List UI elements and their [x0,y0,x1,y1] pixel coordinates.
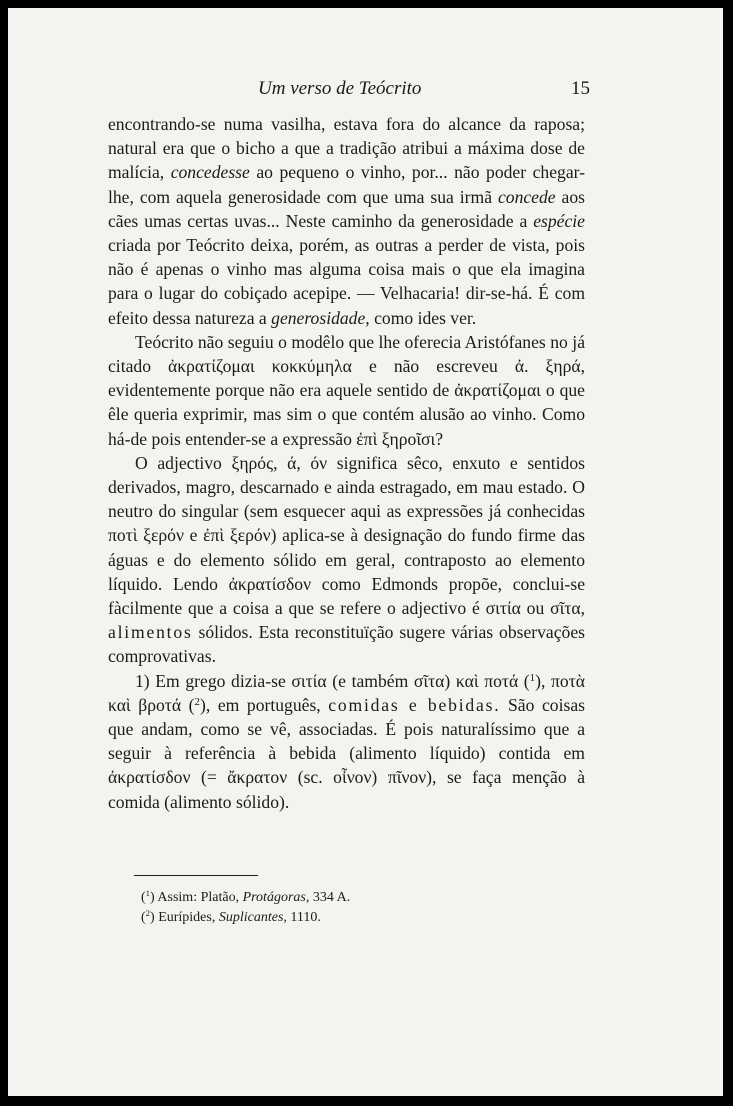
footnotes [141,888,541,928]
page-number: 15 [571,78,590,99]
greek-phrase: ἄκρατον [227,767,288,788]
footnote-ref: 1 [529,671,536,684]
greek-phrase: ξηρός, ά, όν [231,452,328,473]
greek-phrase: σιτία [485,598,521,619]
greek-phrase: σιτία [291,670,327,691]
paragraph-2: Teócrito não seguiu o modêlo que lhe oferecia Aristófanes no já citado ἀκρατίζομαι κοκκύμηλα e não escreveu ἀ. ξηρά, evidentemente porque não era aquele sentido de ἀκρατίζομαι o que êle queria exprimir, mas sim o que contém alusão ao vinho. Como há-de pois entender-se a expressão ἐπὶ ξηροῖσι? [108,331,585,449]
greek-phrase: οἶνον [333,767,372,788]
page-header [8,78,723,108]
greek-phrase: ἀκρατίσδον [228,573,312,594]
footnote-ref: 2 [194,695,200,708]
greek-phrase: ἀκρατίζομαι κοκκύμηλα [168,356,352,377]
greek-phrase: σῖτα, [550,598,586,619]
greek-phrase: ἀκρατίσδον [108,767,191,788]
greek-phrase: σῖτα [413,670,445,691]
greek-phrase: ἐπὶ ξερόν [203,525,271,546]
body-text [108,112,585,814]
greek-phrase: καὶ ποτά [455,670,519,691]
greek-phrase: ἀ. ξηρά, [514,356,585,377]
greek-phrase: ποτὰ καὶ βροτά [108,670,585,715]
greek-phrase: πῖνον [387,767,427,788]
footnote-divider [134,875,258,876]
paragraph-1: encontrando-se numa vasilha, estava fora do alcance da raposa; natural era que o bicho a que a tradição atribui a máxima dose de malícia, concedesse ao pequeno o vinho, por... não poder chegar-lhe, com aquela generosidade com que uma sua irmã concede aos cães umas certas uvas... Neste caminho da generosidade a espécie criada por Teócrito deixa, porém, as outras a perder de vista, pois não é apenas o vinho mas alguma coisa mais o que ela imagina para o lugar do cobiçado acepipe. — Velhacaria! dir-se-há. É com efeito dessa natureza a generosidade, como ides ver. [108,114,585,328]
footnote-1: ($^1$) Assim: Platão, Protágoras, 334 A. [141,888,351,905]
running-title: Um verso de Teócrito [258,78,422,99]
footnote-2: ($^2$) Eurípides, Suplicantes, 1110. [141,908,321,925]
paragraph-4: 1) Em grego dizia-se σιτία (e também σῖτα) καὶ ποτά ($^1$), ποτὰ καὶ βροτά ($^2$), em português, comidas e bebidas. São coisas que andam, como se vê, associadas. É pois naturalíssimo que a seguir à referência à bebida (alimento líquido) contida em ἀκρατίσδον (= ἄκρατον (sc. οἶνον) πῖνον), se faça menção à comida (alimento sólido). [108,670,586,812]
greek-phrase: ποτὶ ξερόν [108,525,184,546]
greek-phrase: ἀκρατίζομαι [454,380,541,401]
paragraph-3: O adjectivo ξηρός, ά, όν significa sêco, enxuto e sentidos derivados, magro, descarnado e ainda estragado, em mau estado. O neutro do singular (sem esquecer aqui as expressões já conhecidas ποτὶ ξερόν e ἐπὶ ξερόν) aplica-se à designação do fundo firme das águas e do elemento sólido em geral, contraposto ao elemento líquido. Lendo ἀκρατίσδον como Edmonds propõe, conclui-se fàcilmente que a coisa a que se refere o adjectivo é σιτία ou σῖτα, alimentos sólidos. Esta reconstituïção sugere várias observações comprovativas. [108,452,586,667]
greek-phrase: ἐπὶ ξηροῖσι [356,428,436,449]
book-page [8,8,723,1096]
